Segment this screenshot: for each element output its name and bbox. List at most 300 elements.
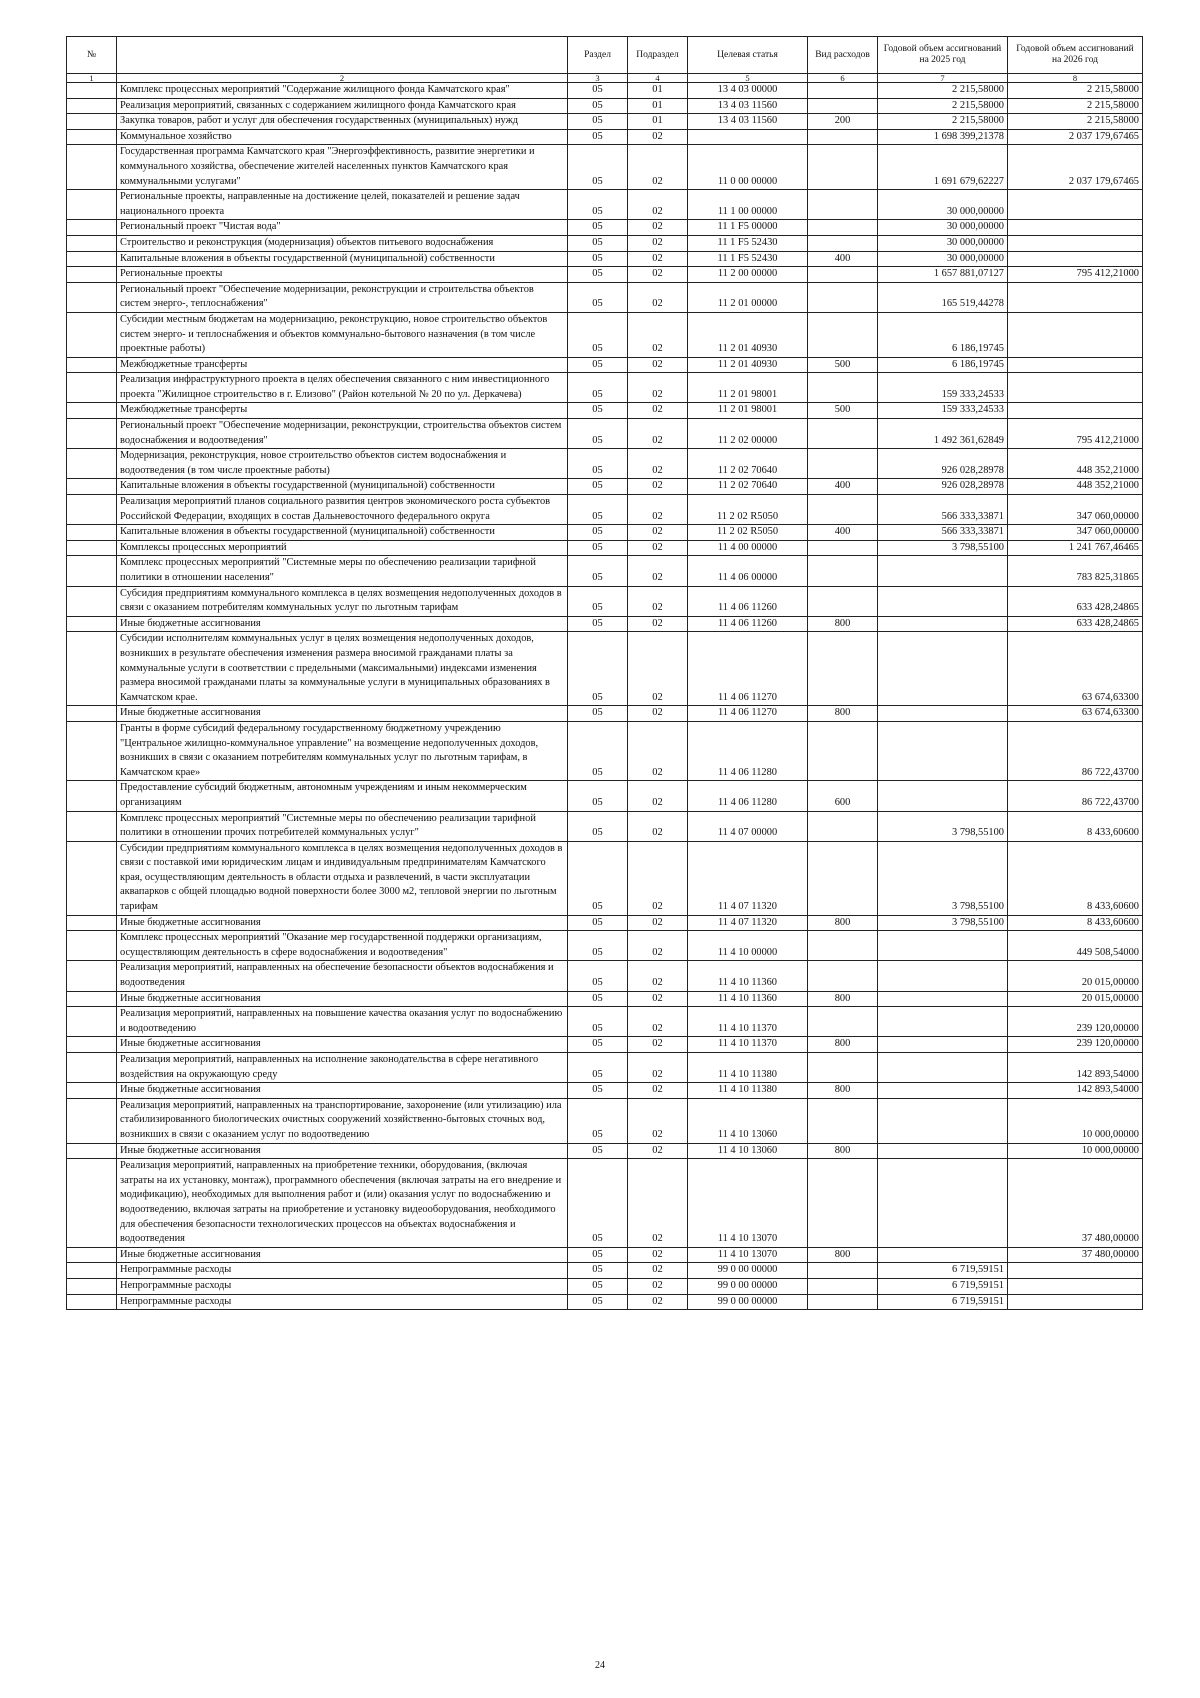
row-amount-2026-cell (1008, 312, 1143, 357)
row-section-cell: 05 (568, 931, 628, 961)
row-expense-type-cell: 800 (808, 1037, 878, 1053)
row-target-item-cell: 11 4 10 13060 (688, 1143, 808, 1159)
row-section-cell: 05 (568, 114, 628, 130)
row-expense-type-cell (808, 632, 878, 706)
row-expense-type-cell (808, 1294, 878, 1310)
row-amount-2025-cell (878, 1037, 1008, 1053)
row-amount-2025-cell: 30 000,00000 (878, 235, 1008, 251)
row-amount-2025-cell: 2 215,58000 (878, 83, 1008, 99)
row-amount-2025-cell (878, 632, 1008, 706)
row-section-cell: 05 (568, 357, 628, 373)
row-name-cell: Комплекс процессных мероприятий "Системные меры по обеспечению реализации тарифной политики в отношении населения" (117, 556, 568, 586)
row-number-cell (67, 129, 117, 145)
row-name-cell: Региональные проекты, направленные на достижение целей, показателей и решение задач национального проекта (117, 190, 568, 220)
row-section-cell: 05 (568, 1247, 628, 1263)
row-expense-type-cell: 800 (808, 915, 878, 931)
table-row (67, 961, 1143, 991)
row-section-cell: 05 (568, 1037, 628, 1053)
table-row (67, 145, 1143, 190)
row-number-cell (67, 961, 117, 991)
row-amount-2026-cell (1008, 220, 1143, 236)
row-number-cell (67, 267, 117, 283)
row-amount-2025-cell: 926 028,28978 (878, 479, 1008, 495)
row-section-cell: 05 (568, 811, 628, 841)
row-name-cell: Реализация мероприятий, направленных на транспортирование, захоронение (или утилизацию) ила стабилизированного биологических очистных сооружений хозяйственно-бытовых сточных вод, возникших в связи с оказанием услуг по водоотведению (117, 1098, 568, 1143)
row-target-item-cell: 11 4 06 11260 (688, 616, 808, 632)
page-number: 24 (595, 1660, 605, 1671)
row-number-cell (67, 586, 117, 616)
row-amount-2025-cell: 1 657 881,07127 (878, 267, 1008, 283)
row-number-cell (67, 811, 117, 841)
row-amount-2025-cell: 30 000,00000 (878, 251, 1008, 267)
row-number-cell (67, 373, 117, 403)
row-section-cell: 05 (568, 419, 628, 449)
row-number-cell (67, 114, 117, 130)
row-expense-type-cell (808, 419, 878, 449)
row-target-item-cell: 11 4 00 00000 (688, 540, 808, 556)
row-name-cell: Строительство и реконструкция (модернизация) объектов питьевого водоснабжения (117, 235, 568, 251)
row-amount-2025-cell: 159 333,24533 (878, 373, 1008, 403)
row-name-cell: Иные бюджетные ассигнования (117, 1037, 568, 1053)
row-amount-2025-cell: 1 698 399,21378 (878, 129, 1008, 145)
row-section-cell: 05 (568, 616, 628, 632)
table-row (67, 220, 1143, 236)
row-subsection-cell: 02 (628, 1263, 688, 1279)
row-number-cell (67, 235, 117, 251)
row-amount-2026-cell: 783 825,31865 (1008, 556, 1143, 586)
row-target-item-cell: 11 2 01 98001 (688, 373, 808, 403)
row-target-item-cell: 11 0 00 00000 (688, 145, 808, 190)
row-name-cell: Реализация мероприятий планов социального развития центров экономического роста субъектов Российской Федерации, входящих в состав Дальневосточного федерального округа (117, 495, 568, 525)
row-amount-2026-cell: 239 120,00000 (1008, 1037, 1143, 1053)
row-subsection-cell: 02 (628, 1159, 688, 1248)
row-amount-2026-cell: 37 480,00000 (1008, 1247, 1143, 1263)
row-number-cell (67, 556, 117, 586)
row-subsection-cell: 02 (628, 190, 688, 220)
row-target-item-cell: 99 0 00 00000 (688, 1294, 808, 1310)
row-section-cell: 05 (568, 961, 628, 991)
row-amount-2026-cell: 20 015,00000 (1008, 961, 1143, 991)
row-number-cell (67, 632, 117, 706)
header-target-item: Целевая статья (688, 37, 808, 74)
row-amount-2025-cell (878, 931, 1008, 961)
row-section-cell: 05 (568, 556, 628, 586)
row-expense-type-cell: 400 (808, 525, 878, 541)
row-name-cell: Субсидия предприятиям коммунального комплекса в целях возмещения недополученных доходов в связи с оказанием потребителям коммунальных услуг по льготным тарифам (117, 586, 568, 616)
table-row (67, 721, 1143, 780)
header-name (117, 37, 568, 74)
row-subsection-cell: 02 (628, 419, 688, 449)
row-expense-type-cell (808, 1263, 878, 1279)
table-row (67, 540, 1143, 556)
row-amount-2025-cell: 1 492 361,62849 (878, 419, 1008, 449)
row-amount-2025-cell: 159 333,24533 (878, 403, 1008, 419)
row-expense-type-cell (808, 1007, 878, 1037)
row-name-cell: Субсидии предприятиям коммунального комплекса в целях возмещения недополученных доходов в связи с поставкой ими юридическим лицам и индивидуальным предпринимателям Камчатского края, осуществляющим деятельность в области отдыха и развлечений, в части эксплуатации аквапарков с общей площадью водной поверхности более 3000 м2, тепловой энергии по льготным тарифам (117, 841, 568, 915)
table-row (67, 98, 1143, 114)
row-amount-2025-cell: 30 000,00000 (878, 190, 1008, 220)
row-name-cell: Гранты в форме субсидий федеральному государственному бюджетному учреждению "Центральное жилищно-коммунальное управление" на возмещение недополученных доходов, возникших в связи с оказанием потребителям коммунальных услуг по льготным тарифам, в Камчатском крае» (117, 721, 568, 780)
table-row (67, 419, 1143, 449)
row-subsection-cell: 02 (628, 251, 688, 267)
row-target-item-cell: 11 4 10 13070 (688, 1247, 808, 1263)
row-target-item-cell: 11 4 10 11370 (688, 1037, 808, 1053)
row-section-cell: 05 (568, 1294, 628, 1310)
row-number-cell (67, 1278, 117, 1294)
row-name-cell: Реализация мероприятий, связанных с содержанием жилищного фонда Камчатского края (117, 98, 568, 114)
row-expense-type-cell: 800 (808, 1083, 878, 1099)
row-section-cell: 05 (568, 98, 628, 114)
row-target-item-cell: 11 4 06 11280 (688, 721, 808, 780)
row-number-cell (67, 1247, 117, 1263)
row-number-cell (67, 251, 117, 267)
row-amount-2026-cell (1008, 235, 1143, 251)
row-subsection-cell: 02 (628, 1247, 688, 1263)
row-expense-type-cell (808, 235, 878, 251)
row-target-item-cell: 11 2 00 00000 (688, 267, 808, 283)
row-subsection-cell: 02 (628, 961, 688, 991)
row-section-cell: 05 (568, 220, 628, 236)
row-amount-2025-cell: 165 519,44278 (878, 282, 1008, 312)
row-amount-2025-cell: 926 028,28978 (878, 449, 1008, 479)
row-target-item-cell: 11 4 10 11380 (688, 1083, 808, 1099)
row-number-cell (67, 495, 117, 525)
row-number-cell (67, 781, 117, 811)
row-amount-2026-cell: 449 508,54000 (1008, 931, 1143, 961)
row-subsection-cell: 02 (628, 235, 688, 251)
row-subsection-cell: 02 (628, 991, 688, 1007)
column-number-row (67, 74, 1143, 83)
row-expense-type-cell: 800 (808, 1143, 878, 1159)
row-section-cell: 05 (568, 525, 628, 541)
row-section-cell: 05 (568, 632, 628, 706)
row-section-cell: 05 (568, 841, 628, 915)
row-subsection-cell: 02 (628, 1083, 688, 1099)
row-section-cell: 05 (568, 251, 628, 267)
row-name-cell: Комплекс процессных мероприятий "Содержание жилищного фонда Камчатского края" (117, 83, 568, 99)
row-amount-2026-cell (1008, 251, 1143, 267)
row-subsection-cell: 02 (628, 721, 688, 780)
row-amount-2026-cell: 448 352,21000 (1008, 449, 1143, 479)
row-expense-type-cell: 800 (808, 1247, 878, 1263)
table-row (67, 495, 1143, 525)
row-name-cell: Региональные проекты (117, 267, 568, 283)
row-target-item-cell: 13 4 03 11560 (688, 114, 808, 130)
table-row (67, 525, 1143, 541)
row-subsection-cell: 02 (628, 403, 688, 419)
row-subsection-cell: 02 (628, 267, 688, 283)
row-amount-2026-cell: 8 433,60600 (1008, 915, 1143, 931)
table-row (67, 251, 1143, 267)
row-number-cell (67, 1053, 117, 1083)
column-number: 8 (1008, 74, 1143, 83)
row-name-cell: Региональный проект "Чистая вода" (117, 220, 568, 236)
row-number-cell (67, 915, 117, 931)
row-target-item-cell: 99 0 00 00000 (688, 1278, 808, 1294)
row-name-cell: Иные бюджетные ассигнования (117, 991, 568, 1007)
row-number-cell (67, 1143, 117, 1159)
row-expense-type-cell (808, 811, 878, 841)
row-amount-2026-cell: 142 893,54000 (1008, 1053, 1143, 1083)
row-amount-2026-cell (1008, 373, 1143, 403)
row-subsection-cell: 02 (628, 220, 688, 236)
row-amount-2025-cell: 6 186,19745 (878, 312, 1008, 357)
row-section-cell: 05 (568, 267, 628, 283)
row-name-cell: Государственная программа Камчатского края "Энергоэффективность, развитие энергетики и коммунального хозяйства, обеспечение жителей населенных пунктов Камчатского края коммунальными услугами" (117, 145, 568, 190)
row-number-cell (67, 98, 117, 114)
row-section-cell: 05 (568, 991, 628, 1007)
row-amount-2026-cell: 8 433,60600 (1008, 841, 1143, 915)
row-amount-2025-cell (878, 1098, 1008, 1143)
row-section-cell: 05 (568, 1143, 628, 1159)
row-amount-2026-cell: 2 037 179,67465 (1008, 129, 1143, 145)
table-row (67, 841, 1143, 915)
row-name-cell: Субсидии исполнителям коммунальных услуг в целях возмещения недополученных доходов, возникших в результате обеспечения изменения размера вносимой гражданами платы за коммунальные услуги в соответствии с предельными (максимальными) индексами изменения размера вносимой гражданами платы за коммунальные услуги в муниципальных образованиях в Камчатском крае. (117, 632, 568, 706)
row-amount-2026-cell: 86 722,43700 (1008, 721, 1143, 780)
row-section-cell: 05 (568, 129, 628, 145)
row-expense-type-cell (808, 190, 878, 220)
row-target-item-cell: 11 1 F5 52430 (688, 235, 808, 251)
table-row (67, 706, 1143, 722)
row-expense-type-cell (808, 1098, 878, 1143)
row-target-item-cell: 11 4 10 13070 (688, 1159, 808, 1248)
row-target-item-cell: 11 4 10 11360 (688, 991, 808, 1007)
row-section-cell: 05 (568, 235, 628, 251)
row-name-cell: Реализация мероприятий, направленных на повышение качества оказания услуг по водоснабжению и водоотведению (117, 1007, 568, 1037)
row-expense-type-cell: 200 (808, 114, 878, 130)
row-amount-2026-cell: 2 215,58000 (1008, 98, 1143, 114)
row-name-cell: Реализация мероприятий, направленных на исполнение законодательства в сфере негативного воздействия на окружающую среду (117, 1053, 568, 1083)
header-expense-type: Вид расходов (808, 37, 878, 74)
row-section-cell: 05 (568, 1263, 628, 1279)
header-section: Раздел (568, 37, 628, 74)
row-number-cell (67, 1294, 117, 1310)
header-amount-2026: Годовой объем ассигнований на 2026 год (1008, 37, 1143, 74)
row-expense-type-cell (808, 586, 878, 616)
row-amount-2026-cell: 448 352,21000 (1008, 479, 1143, 495)
row-target-item-cell: 99 0 00 00000 (688, 1263, 808, 1279)
table-row (67, 1098, 1143, 1143)
row-amount-2025-cell: 2 215,58000 (878, 98, 1008, 114)
table-row (67, 781, 1143, 811)
row-amount-2025-cell: 6 719,59151 (878, 1263, 1008, 1279)
row-subsection-cell: 02 (628, 931, 688, 961)
table-row (67, 129, 1143, 145)
row-target-item-cell: 11 2 01 40930 (688, 357, 808, 373)
row-amount-2025-cell (878, 1143, 1008, 1159)
column-number: 2 (117, 74, 568, 83)
row-amount-2025-cell: 6 186,19745 (878, 357, 1008, 373)
row-amount-2026-cell: 633 428,24865 (1008, 586, 1143, 616)
row-target-item-cell: 11 2 02 00000 (688, 419, 808, 449)
row-amount-2026-cell: 239 120,00000 (1008, 1007, 1143, 1037)
row-amount-2025-cell (878, 556, 1008, 586)
row-amount-2026-cell (1008, 1278, 1143, 1294)
row-name-cell: Модернизация, реконструкция, новое строительство объектов систем водоснабжения и водоотведения (в том числе проектные работы) (117, 449, 568, 479)
row-amount-2025-cell (878, 781, 1008, 811)
row-amount-2025-cell: 30 000,00000 (878, 220, 1008, 236)
row-subsection-cell: 02 (628, 586, 688, 616)
row-expense-type-cell: 500 (808, 403, 878, 419)
row-section-cell: 05 (568, 495, 628, 525)
row-amount-2026-cell: 2 215,58000 (1008, 114, 1143, 130)
row-amount-2025-cell: 3 798,55100 (878, 540, 1008, 556)
row-target-item-cell: 11 4 10 11380 (688, 1053, 808, 1083)
row-amount-2026-cell: 10 000,00000 (1008, 1098, 1143, 1143)
row-amount-2026-cell: 633 428,24865 (1008, 616, 1143, 632)
row-number-cell (67, 312, 117, 357)
row-target-item-cell (688, 129, 808, 145)
header-row (67, 37, 1143, 74)
table-row (67, 811, 1143, 841)
row-amount-2025-cell: 3 798,55100 (878, 811, 1008, 841)
row-target-item-cell: 11 1 00 00000 (688, 190, 808, 220)
row-subsection-cell: 02 (628, 479, 688, 495)
row-expense-type-cell (808, 449, 878, 479)
row-name-cell: Иные бюджетные ассигнования (117, 1247, 568, 1263)
row-subsection-cell: 02 (628, 632, 688, 706)
row-amount-2026-cell: 10 000,00000 (1008, 1143, 1143, 1159)
row-name-cell: Иные бюджетные ассигнования (117, 1143, 568, 1159)
table-row (67, 1247, 1143, 1263)
row-expense-type-cell (808, 1278, 878, 1294)
row-name-cell: Реализация мероприятий, направленных на приобретение техники, оборудования, (включая затраты на их установку, монтаж), программного обеспечения (включая затраты на его внедрение и модификацию), необходимых для выполнения работ и (или) оказания услуг по водоснабжению и водоотведению, включая затраты на приобретение и установку видеооборудования, необходимого для обеспечения безопасности технологических процессов на объектах водоснабжения и водоотведения (117, 1159, 568, 1248)
header-num: № (67, 37, 117, 74)
row-target-item-cell: 11 4 10 11370 (688, 1007, 808, 1037)
row-section-cell: 05 (568, 706, 628, 722)
row-target-item-cell: 13 4 03 11560 (688, 98, 808, 114)
row-number-cell (67, 220, 117, 236)
row-expense-type-cell (808, 841, 878, 915)
row-expense-type-cell (808, 1053, 878, 1083)
row-amount-2025-cell: 3 798,55100 (878, 841, 1008, 915)
row-target-item-cell: 11 4 07 11320 (688, 915, 808, 931)
row-target-item-cell: 11 4 10 00000 (688, 931, 808, 961)
row-amount-2025-cell: 6 719,59151 (878, 1294, 1008, 1310)
table-row (67, 556, 1143, 586)
row-name-cell: Коммунальное хозяйство (117, 129, 568, 145)
row-amount-2025-cell (878, 991, 1008, 1007)
row-amount-2026-cell: 2 037 179,67465 (1008, 145, 1143, 190)
row-target-item-cell: 11 2 02 R5050 (688, 525, 808, 541)
column-number: 5 (688, 74, 808, 83)
row-target-item-cell: 11 4 06 11270 (688, 706, 808, 722)
row-target-item-cell: 11 4 10 13060 (688, 1098, 808, 1143)
table-row (67, 373, 1143, 403)
row-section-cell: 05 (568, 586, 628, 616)
row-target-item-cell: 11 4 06 11260 (688, 586, 808, 616)
budget-sheet (66, 36, 1142, 1310)
row-amount-2025-cell (878, 721, 1008, 780)
row-name-cell: Межбюджетные трансферты (117, 357, 568, 373)
budget-table (66, 36, 1143, 1310)
row-section-cell: 05 (568, 145, 628, 190)
row-name-cell: Непрограммные расходы (117, 1263, 568, 1279)
row-amount-2026-cell: 86 722,43700 (1008, 781, 1143, 811)
row-amount-2025-cell (878, 1247, 1008, 1263)
row-section-cell: 05 (568, 282, 628, 312)
row-number-cell (67, 616, 117, 632)
row-amount-2026-cell: 795 412,21000 (1008, 419, 1143, 449)
row-subsection-cell: 02 (628, 495, 688, 525)
row-expense-type-cell: 400 (808, 479, 878, 495)
row-target-item-cell: 11 2 02 70640 (688, 479, 808, 495)
row-number-cell (67, 540, 117, 556)
column-number: 1 (67, 74, 117, 83)
row-amount-2026-cell (1008, 1294, 1143, 1310)
row-amount-2026-cell (1008, 403, 1143, 419)
row-target-item-cell: 11 4 07 11320 (688, 841, 808, 915)
row-subsection-cell: 02 (628, 129, 688, 145)
table-row (67, 1294, 1143, 1310)
row-amount-2026-cell: 1 241 767,46465 (1008, 540, 1143, 556)
row-expense-type-cell (808, 1159, 878, 1248)
row-target-item-cell: 13 4 03 00000 (688, 83, 808, 99)
row-amount-2026-cell: 795 412,21000 (1008, 267, 1143, 283)
table-row (67, 1278, 1143, 1294)
row-expense-type-cell (808, 540, 878, 556)
row-amount-2025-cell (878, 1053, 1008, 1083)
row-subsection-cell: 02 (628, 616, 688, 632)
row-subsection-cell: 02 (628, 282, 688, 312)
row-target-item-cell: 11 4 06 11280 (688, 781, 808, 811)
row-subsection-cell: 02 (628, 1053, 688, 1083)
column-number: 7 (878, 74, 1008, 83)
row-number-cell (67, 525, 117, 541)
row-subsection-cell: 02 (628, 525, 688, 541)
row-expense-type-cell (808, 721, 878, 780)
row-target-item-cell: 11 2 01 40930 (688, 312, 808, 357)
row-number-cell (67, 145, 117, 190)
row-amount-2025-cell: 1 691 679,62227 (878, 145, 1008, 190)
row-target-item-cell: 11 4 07 00000 (688, 811, 808, 841)
table-row (67, 1083, 1143, 1099)
row-name-cell: Непрограммные расходы (117, 1294, 568, 1310)
table-row (67, 235, 1143, 251)
row-amount-2026-cell (1008, 357, 1143, 373)
row-name-cell: Межбюджетные трансферты (117, 403, 568, 419)
row-section-cell: 05 (568, 373, 628, 403)
row-section-cell: 05 (568, 1053, 628, 1083)
row-number-cell (67, 1098, 117, 1143)
row-subsection-cell: 02 (628, 706, 688, 722)
row-number-cell (67, 1263, 117, 1279)
row-expense-type-cell (808, 129, 878, 145)
row-name-cell: Иные бюджетные ассигнования (117, 616, 568, 632)
row-amount-2026-cell (1008, 282, 1143, 312)
row-target-item-cell: 11 2 02 70640 (688, 449, 808, 479)
row-number-cell (67, 479, 117, 495)
row-subsection-cell: 02 (628, 811, 688, 841)
row-subsection-cell: 02 (628, 1037, 688, 1053)
row-subsection-cell: 02 (628, 781, 688, 811)
row-subsection-cell: 02 (628, 540, 688, 556)
row-target-item-cell: 11 4 06 00000 (688, 556, 808, 586)
row-name-cell: Региональный проект "Обеспечение модернизации, реконструкции и строительства объектов систем энерго-, теплоснабжения" (117, 282, 568, 312)
row-subsection-cell: 02 (628, 1098, 688, 1143)
table-row (67, 1263, 1143, 1279)
row-subsection-cell: 02 (628, 1294, 688, 1310)
row-subsection-cell: 02 (628, 449, 688, 479)
row-amount-2026-cell: 63 674,63300 (1008, 706, 1143, 722)
row-subsection-cell: 02 (628, 1143, 688, 1159)
row-section-cell: 05 (568, 1159, 628, 1248)
row-expense-type-cell: 800 (808, 616, 878, 632)
row-name-cell: Непрограммные расходы (117, 1278, 568, 1294)
budget-body (67, 83, 1143, 1310)
table-row (67, 586, 1143, 616)
table-row (67, 616, 1143, 632)
